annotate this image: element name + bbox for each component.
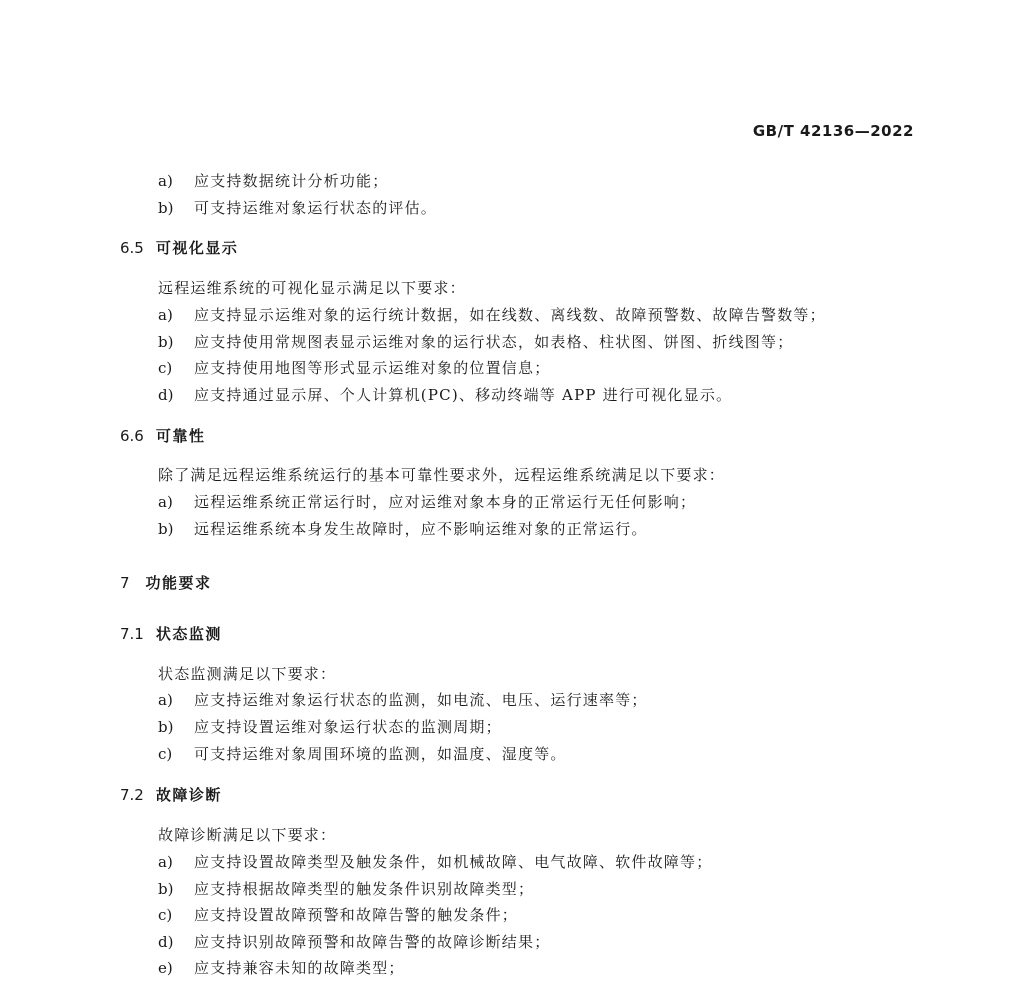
list-item	[158, 879, 534, 899]
list-item	[158, 332, 793, 352]
list-item	[158, 852, 712, 872]
list-item	[158, 932, 550, 952]
section-title: 故障诊断	[155, 786, 222, 804]
list-item-text: 应支持使用地图等形式显示运维对象的位置信息；	[194, 359, 551, 377]
list-item-text: 应支持显示运维对象的运行统计数据，如在线数、离线数、故障预警数、故障告警数等；	[194, 306, 826, 324]
list-marker: d)	[158, 933, 174, 951]
section-intro: 状态监测满足以下要求：	[158, 665, 337, 683]
list-item	[158, 385, 732, 405]
section-number: 7.2	[120, 786, 144, 804]
list-marker: a)	[158, 853, 173, 871]
list-item	[158, 198, 437, 218]
list-item	[158, 358, 550, 378]
list-marker: b)	[158, 333, 174, 351]
chapter-heading-7	[120, 573, 212, 593]
list-item-text: 应支持通过显示屏、个人计算机(PC)、移动终端等 APP 进行可视化显示。	[194, 386, 733, 404]
section-number: 7	[120, 574, 130, 592]
section-intro: 除了满足远程运维系统运行的基本可靠性要求外，远程运维系统满足以下要求：	[158, 466, 726, 484]
section-title: 可视化显示	[155, 239, 239, 257]
list-item-text: 远程运维系统本身发生故障时，应不影响运维对象的正常运行。	[194, 520, 648, 538]
list-item-text: 可支持运维对象周围环境的监测，如温度、湿度等。	[194, 745, 567, 763]
list-marker: b)	[158, 880, 174, 898]
list-item-text: 远程运维系统正常运行时，应对运维对象本身的正常运行无任何影响；	[194, 493, 697, 511]
list-item-text: 应支持使用常规图表显示运维对象的运行状态，如表格、柱状图、饼图、折线图等；	[194, 333, 794, 351]
list-marker: b)	[158, 718, 174, 736]
list-item-text: 应支持数据统计分析功能；	[194, 172, 389, 190]
list-marker: b)	[158, 520, 174, 538]
list-marker: d)	[158, 386, 174, 404]
list-item-text: 应支持设置运维对象运行状态的监测周期；	[194, 718, 502, 736]
list-marker: e)	[158, 959, 173, 977]
list-marker: c)	[158, 745, 173, 763]
list-item-text: 应支持识别故障预警和故障告警的故障诊断结果；	[194, 933, 551, 951]
list-marker: a)	[158, 691, 173, 709]
section-heading-7-2	[120, 785, 222, 805]
section-number: 6.5	[120, 239, 144, 257]
section-heading-6-5	[120, 238, 238, 258]
list-item	[158, 171, 388, 191]
list-marker: c)	[158, 906, 173, 924]
list-item	[158, 744, 567, 764]
section-title: 状态监测	[155, 625, 222, 643]
list-item	[158, 519, 648, 539]
document-code: GB/T 42136—2022	[752, 122, 914, 140]
section-number: 6.6	[120, 427, 144, 445]
list-marker: a)	[158, 172, 173, 190]
section-number: 7.1	[120, 625, 144, 643]
list-marker: c)	[158, 359, 173, 377]
list-marker: a)	[158, 493, 173, 511]
section-heading-7-1	[120, 624, 222, 644]
list-item	[158, 492, 696, 512]
list-item	[158, 717, 502, 737]
section-title: 功能要求	[145, 574, 212, 592]
list-item-text: 应支持运维对象运行状态的监测，如电流、电压、运行速率等；	[194, 691, 648, 709]
list-marker: b)	[158, 199, 174, 217]
list-item-text: 应支持设置故障类型及触发条件，如机械故障、电气故障、软件故障等；	[194, 853, 713, 871]
list-marker: a)	[158, 306, 173, 324]
list-item-text: 应支持兼容未知的故障类型；	[194, 959, 405, 977]
list-item	[158, 958, 405, 978]
list-item-text: 可支持运维对象运行状态的评估。	[194, 199, 438, 217]
section-heading-6-6	[120, 426, 205, 446]
section-intro: 故障诊断满足以下要求：	[158, 826, 337, 844]
list-item	[158, 305, 826, 325]
section-title: 可靠性	[155, 427, 206, 445]
list-item-text: 应支持设置故障预警和故障告警的触发条件；	[194, 906, 519, 924]
list-item	[158, 690, 648, 710]
section-intro: 远程运维系统的可视化显示满足以下要求：	[158, 279, 466, 297]
list-item	[158, 905, 518, 925]
list-item-text: 应支持根据故障类型的触发条件识别故障类型；	[194, 880, 535, 898]
